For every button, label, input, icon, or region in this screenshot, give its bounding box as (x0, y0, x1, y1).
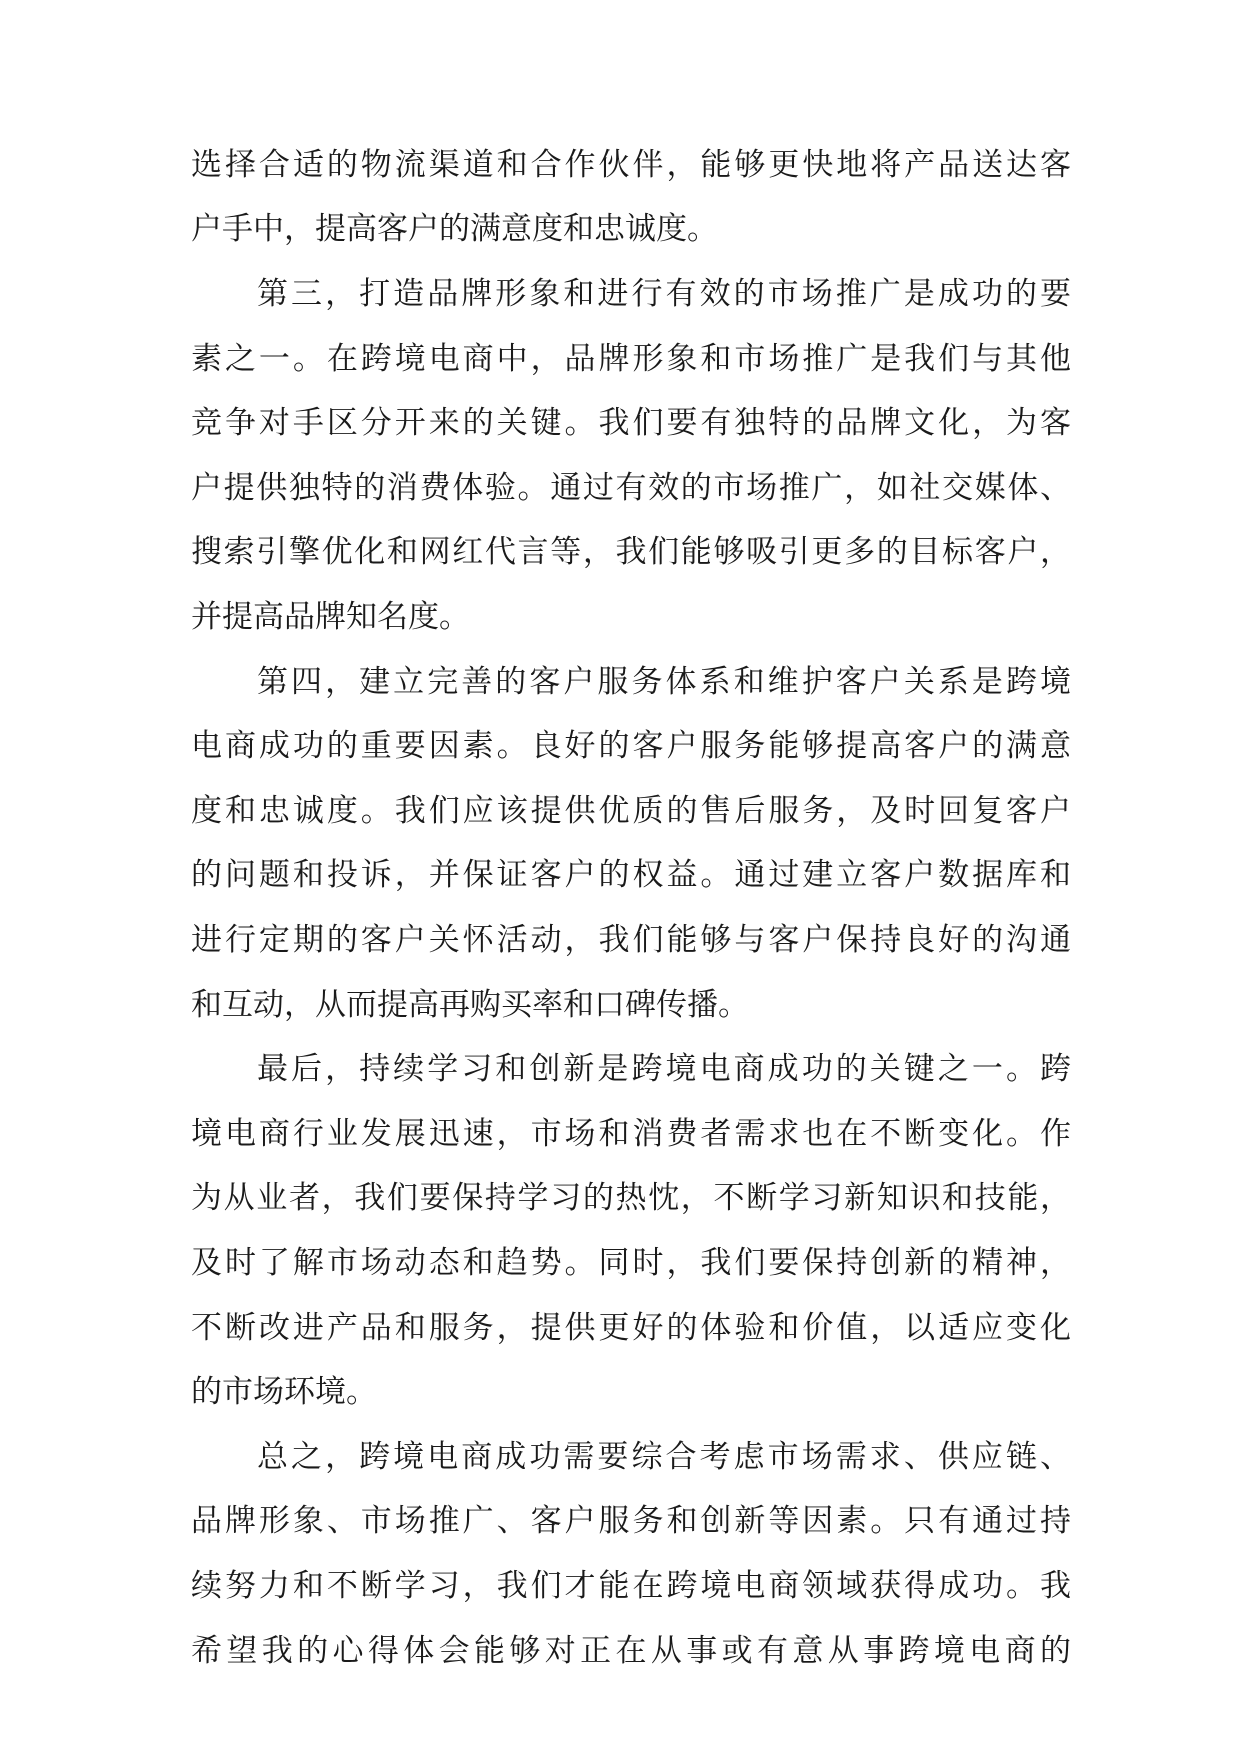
text-line: 搜索引擎优化和网红代言等，我们能够吸引更多的目标客户， (191, 534, 1071, 570)
text-line: 户提供独特的消费体验。通过有效的市场推广，如社交媒体、 (191, 470, 1071, 506)
text-line: 的市场环境。 (191, 1374, 377, 1410)
text-line: 境电商行业发展迅速，市场和消费者需求也在不断变化。作 (191, 1116, 1071, 1152)
text-line: 续努力和不断学习，我们才能在跨境电商领域获得成功。我 (191, 1568, 1071, 1604)
paragraph-first-line: 总之，跨境电商成功需要综合考虑市场需求、供应链、 (257, 1439, 1071, 1475)
text-line: 希望我的心得体会能够对正在从事或有意从事跨境电商的 (191, 1633, 1071, 1669)
paragraph-first-line: 最后，持续学习和创新是跨境电商成功的关键之一。跨 (257, 1051, 1071, 1087)
text-line: 并提高品牌知名度。 (191, 599, 470, 635)
text-line: 和互动，从而提高再购买率和口碑传播。 (191, 987, 749, 1023)
paragraph-first-line: 第三，打造品牌形象和进行有效的市场推广是成功的要 (257, 276, 1071, 312)
text-line: 电商成功的重要因素。良好的客户服务能够提高客户的满意 (191, 728, 1071, 764)
text-line: 素之一。在跨境电商中，品牌形象和市场推广是我们与其他 (191, 341, 1071, 377)
paragraph-first-line: 第四，建立完善的客户服务体系和维护客户关系是跨境 (257, 664, 1071, 700)
text-line: 户手中，提高客户的满意度和忠诚度。 (191, 211, 718, 247)
text-line: 竞争对手区分开来的关键。我们要有独特的品牌文化，为客 (191, 405, 1071, 441)
text-line: 为从业者，我们要保持学习的热忱，不断学习新知识和技能， (191, 1180, 1071, 1216)
text-line: 不断改进产品和服务，提供更好的体验和价值，以适应变化 (191, 1310, 1071, 1346)
text-line: 选择合适的物流渠道和合作伙伴，能够更快地将产品送达客 (191, 147, 1071, 183)
text-line: 及时了解市场动态和趋势。同时，我们要保持创新的精神， (191, 1245, 1071, 1281)
text-line: 进行定期的客户关怀活动，我们能够与客户保持良好的沟通 (191, 922, 1071, 958)
text-line: 度和忠诚度。我们应该提供优质的售后服务，及时回复客户 (191, 793, 1071, 829)
text-line: 的问题和投诉，并保证客户的权益。通过建立客户数据库和 (191, 857, 1071, 893)
text-line: 品牌形象、市场推广、客户服务和创新等因素。只有通过持 (191, 1503, 1071, 1539)
